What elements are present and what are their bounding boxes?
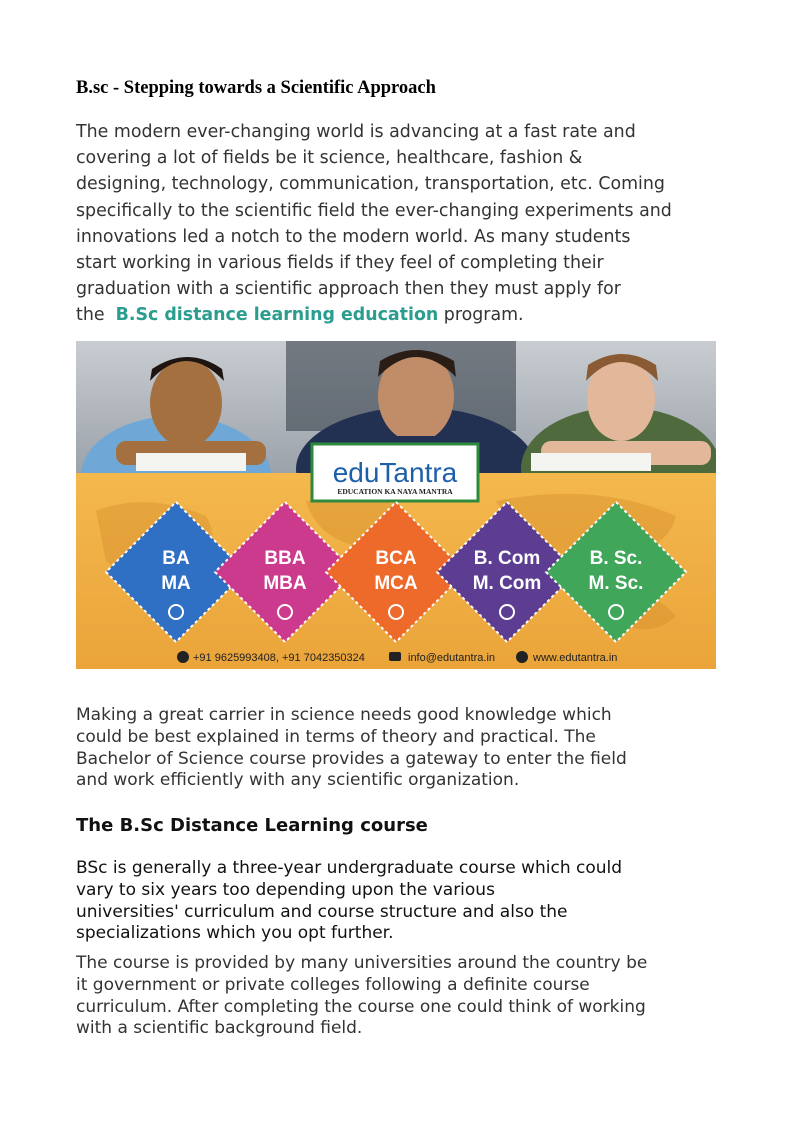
para-line: could be best explained in terms of theory and practical. The — [76, 726, 596, 747]
intro-line: covering a lot of fields be it science, healthcare, fashion & — [76, 148, 583, 169]
intro-line: The modern ever-changing world is advancing at a fast rate and — [76, 122, 636, 142]
para-line: specializations which you opt further. — [76, 923, 394, 944]
badge-label: MBA — [263, 573, 307, 594]
badge-label: BA — [162, 548, 190, 569]
badge-label: B. Sc. — [589, 548, 643, 569]
para-line: Making a great carrier in science needs good knowledge which — [76, 705, 612, 725]
intro-line: designing, technology, communication, transportation, etc. Coming — [76, 174, 665, 195]
badge-label: B. Com — [473, 548, 541, 569]
edutantra-banner — [76, 341, 716, 669]
para-line: with a scientific background field. — [76, 1018, 363, 1039]
bsc-distance-link[interactable]: B.Sc distance learning education — [115, 305, 439, 326]
intro-last-prefix: the — [76, 305, 111, 326]
intro-line: specifically to the scientific field the ever-changing experiments and — [76, 200, 672, 221]
badge-label: BBA — [264, 548, 306, 569]
badge-label: MA — [161, 573, 191, 594]
intro-last-line — [76, 302, 721, 328]
badge-label: M. Com — [472, 573, 542, 594]
para-line: universities' curriculum and course structure and also the — [76, 901, 568, 922]
section-heading: The B.Sc Distance Learning course — [76, 815, 428, 836]
para-line: it government or private colleges following a definite course — [76, 974, 590, 995]
contact-email: info@edutantra.in — [408, 652, 496, 664]
badge-label: BCA — [375, 548, 417, 569]
contact-phone: +91 9625993408, +91 7042350324 — [193, 652, 365, 664]
para-line: vary to six years too depending upon the various — [76, 879, 495, 900]
logo-wordmark: eduTantra — [332, 457, 458, 488]
page-title: B.sc - Stepping towards a Scientific Approach — [76, 78, 436, 98]
contact-website: www.edutantra.in — [533, 652, 618, 664]
paragraph-duration — [76, 858, 622, 945]
logo-tagline: EDUCATION KA NAYA MANTRA — [337, 487, 453, 496]
intro-line: innovations led a notch to the modern world. As many students — [76, 226, 631, 247]
para-line: curriculum. After completing the course one could think of working — [76, 996, 646, 1017]
paragraph-universities — [76, 953, 647, 1040]
para-line: and work efficiently with any scientific organization. — [76, 770, 520, 791]
para-line: Bachelor of Science course provides a gateway to enter the field — [76, 748, 627, 769]
badge-label: M. Sc. — [588, 573, 644, 594]
para-line: BSc is generally a three-year undergraduate course which could — [76, 858, 623, 878]
para-line: The course is provided by many universities around the country be — [76, 953, 648, 973]
intro-line: start working in various fields if they feel of completing their — [76, 253, 604, 274]
edutantra-logo — [312, 444, 478, 501]
intro-paragraph — [76, 119, 721, 329]
paragraph-career — [76, 705, 627, 792]
badge-label: MCA — [374, 573, 418, 594]
intro-line: graduation with a scientific approach then they must apply for — [76, 279, 621, 300]
intro-last-suffix: program. — [438, 305, 524, 326]
